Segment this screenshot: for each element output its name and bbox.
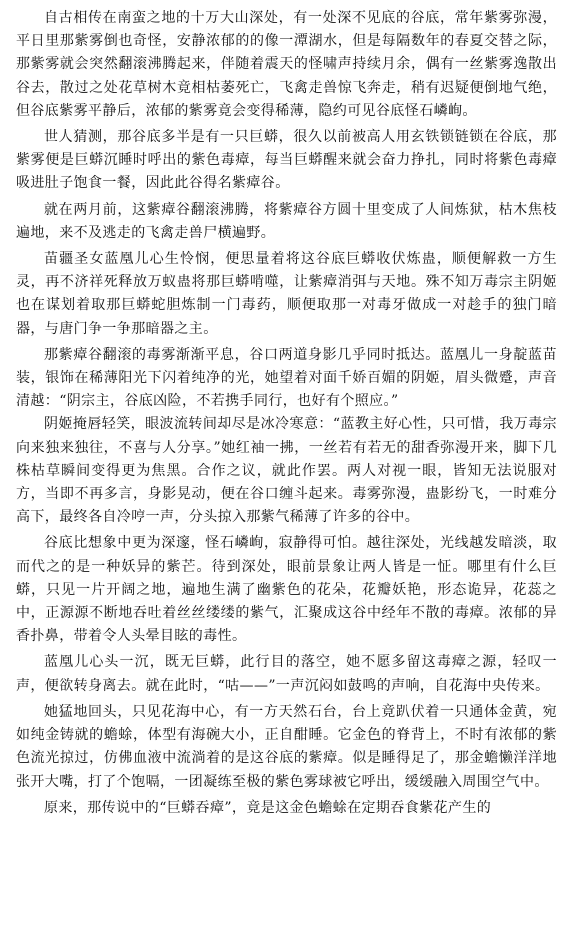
paragraph-two-months-ago: 就在两月前，这紫瘴谷翻滚沸腾，将紫瘴谷方圆十里变成了人间炼狱，枯木焦枝遍地，来不及逃走的飞禽走兽尸横遍野。 xyxy=(16,201,557,241)
paragraph-legend: 自古相传在南蛮之地的十万大山深处，有一处深不见底的谷底，常年紫雾弥漫，平日里那紫雾倒也奇怪，安静浓郁的的像一潭湖水，但是每隔数年的春夏交替之际，那紫雾就会突然翻滚沸腾起来，伴随着震天的怪啸声持续月余，偶有一丝紫雾逸散出谷去，散过之处花草树木竟相枯萎死亡，飞禽走兽惊飞奔走，稍有迟疑便倒地气绝，但谷底紫雾平静后，浓郁的紫雾竟会变得稀薄，隐约可见谷底怪石嶙峋。 xyxy=(16,10,557,119)
paragraph-lan-huanger-turns: 蓝凰儿心头一沉，既无巨蟒，此行目的落空，她不愿多留这毒瘴之源，轻叹一声，便欲转身离去。就在此时，“咕——”一声沉闷如鼓鸣的声响，自花海中央传来。 xyxy=(16,654,557,694)
paragraph-golden-toad: 她猛地回头，只见花海中心，有一方天然石台，台上竟趴伏着一只通体金黄，宛如纯金铸就的蟾蜍，体型有海碗大小，正自酣睡。它金色的脊背上，不时有浓郁的紫色流光掠过，仿佛血液中流淌着的是这谷底的紫瘴。似是睡得足了，那金蟾懒洋洋地张开大嘴，打了个饱嗝，一团凝练至极的紫色雾球被它呼出，缓缓融入周围空气中。 xyxy=(16,703,557,790)
paragraph-valley-entrance: 那紫瘴谷翻滚的毒雾渐渐平息，谷口两道身影几乎同时抵达。蓝凰儿一身靛蓝苗装，银饰在稀薄阳光下闪着纯净的光，她望着对面千娇百媚的阴姬，眉头微蹙，声音清越：“阴宗主，谷底凶险，不若携手同行，也好有个照应。” xyxy=(16,346,557,410)
paragraph-miao-saintess: 苗疆圣女蓝凰儿心生怜悯，便思量着将这谷底巨蟒收伏炼蛊，顺便解救一方生灵，再不济祥死释放万蚁蛊将那巨蟒啃噬，让紫瘴消弭与天地。殊不知万毒宗主阴姬也在谋划着取那巨蟒蛇胆炼制一门毒药，顺便取那一对毒牙做成一对趁手的独门暗器，与唐门争一争那暗器之主。 xyxy=(16,251,557,337)
paragraph-speculation: 世人猜测，那谷底多半是有一只巨蟒，很久以前被高人用玄铁锁链锁在谷底，那紫雾便是巨蟒沉睡时呼出的紫色毒瘴，每当巨蟒醒来就会奋力挣扎，同时将紫色毒瘴吸进肚子饱食一餐，因此此谷得名紫瘴谷。 xyxy=(16,129,557,192)
paragraph-yin-ji-response: 阴姬掩唇轻笑，眼波流转间却尽是冰冷寒意：“蓝教主好心性，只可惜，我万毒宗向来独来独往，不喜与人分享。”她红袖一拂，一丝若有若无的甜香弥漫开来，脚下几株枯草瞬间变得更为焦黑。合作之议，就此作罢。两人对视一眼，皆知无法说服对方，当即不再多言，身影晃动，便在谷口缠斗起来。毒雾弥漫，蛊影纷飞，一时难分高下，最终各自冷哼一声，分头掠入那紫气稀薄了许多的谷中。 xyxy=(16,416,557,526)
paragraph-truth-revealed: 原来，那传说中的“巨蟒吞瘴”，竟是这金色蟾蜍在定期吞食紫花产生的 xyxy=(44,799,492,816)
paragraph-valley-depths: 谷底比想象中更为深邃，怪石嶙峋，寂静得可怕。越往深处，光线越发暗淡，取而代之的是一种妖异的紫芒。待到深处，眼前景象让两人皆是一怔。哪里有什么巨蟒，只见一片开阔之地，遍地生满了幽紫色的花朵，花瓣妖艳，形态诡异，花蕊之中，正源源不断地吞吐着丝丝缕缕的紫气，汇聚成这谷中经年不散的毒瘴。浓郁的异香扑鼻，带着令人头晕目眩的毒性。 xyxy=(16,535,557,645)
